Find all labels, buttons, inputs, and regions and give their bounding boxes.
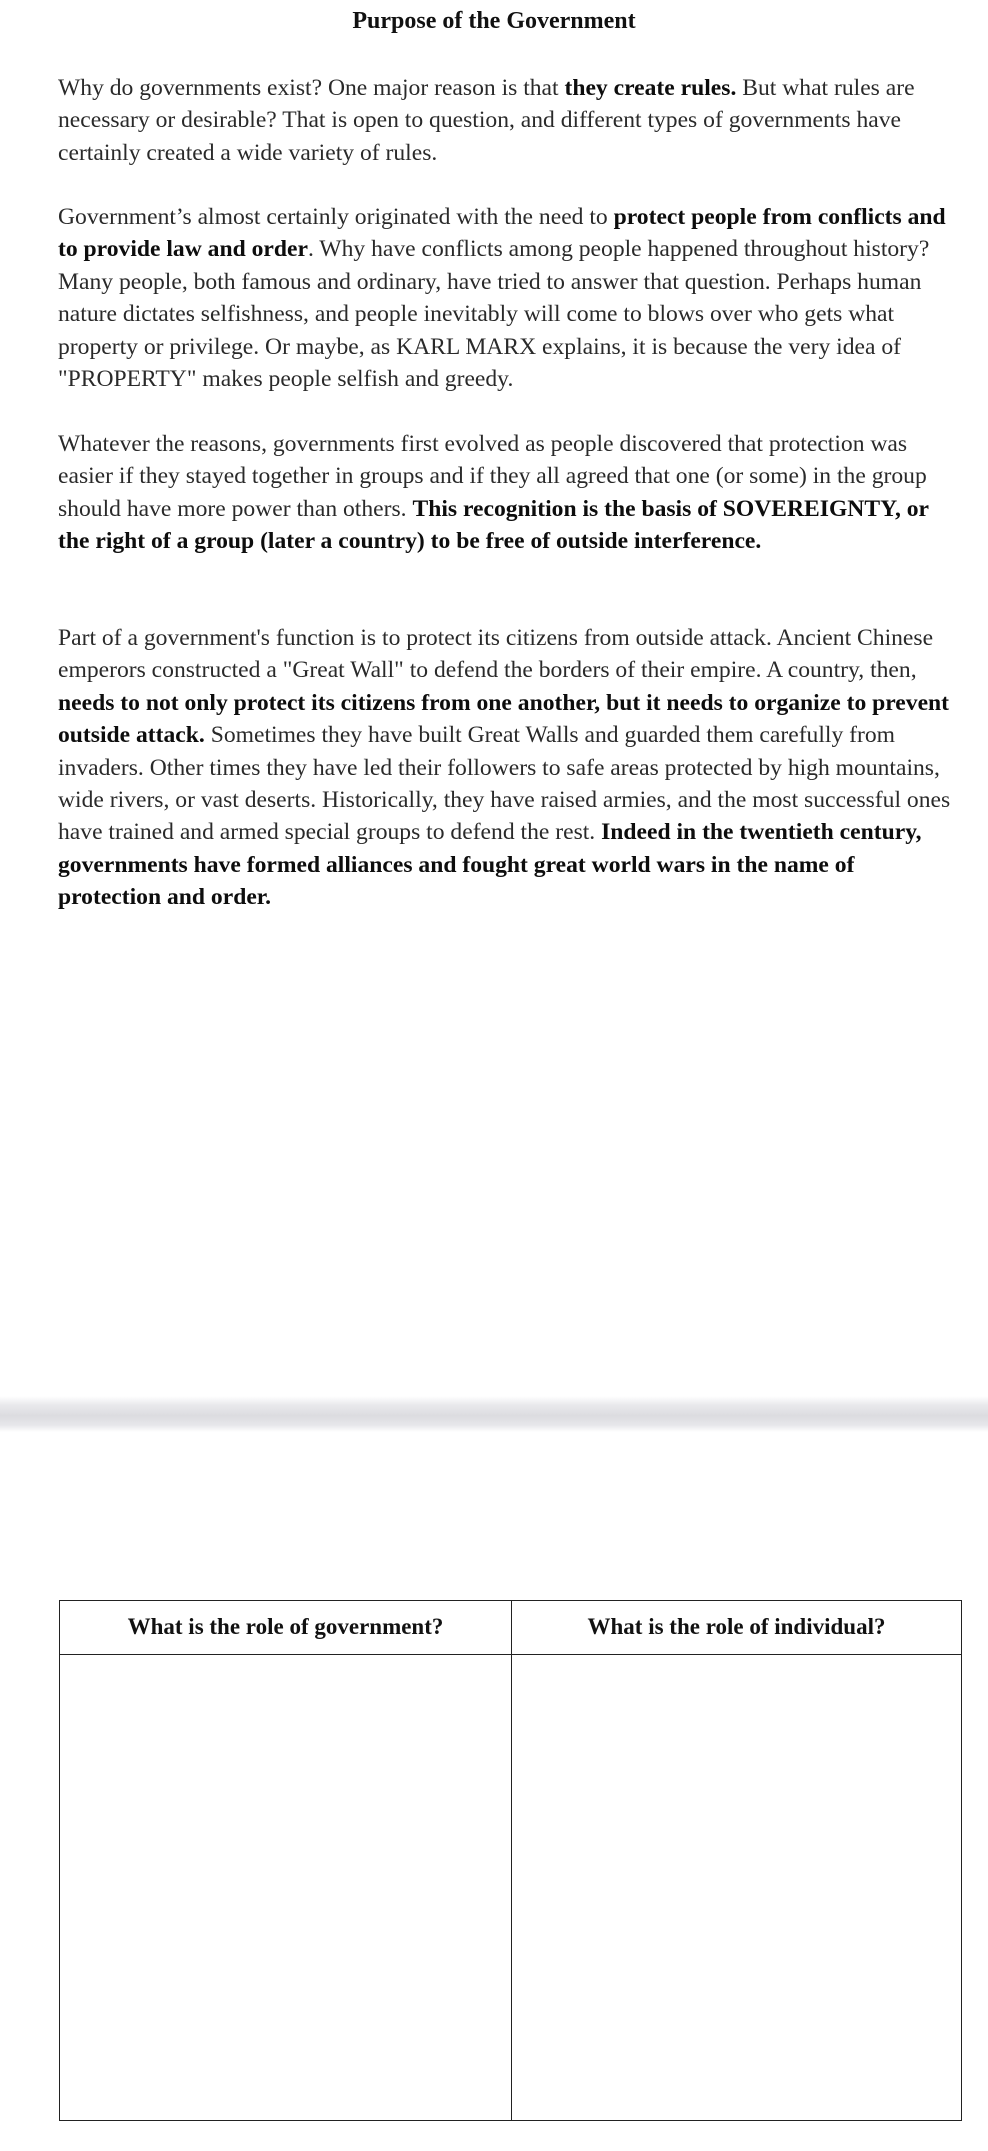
role-comparison-table [59, 1600, 962, 2121]
page-title: Purpose of the Government [352, 8, 636, 34]
paragraph-text: Part of a government's function is to protect its citizens from outside attack. Ancient Chinese emperors constructed a "Great Wall" to defend the borders of their empire. A country, then, [58, 625, 934, 684]
paragraph-bold-text: they create rules. [564, 75, 737, 101]
page-break-divider [0, 1396, 988, 1432]
paragraph-why-governments-exist [58, 72, 963, 169]
paragraph-origin-of-government [58, 201, 963, 395]
paragraph-bold-text: protect people from conflicts and to provide law and order [58, 204, 946, 263]
paragraph-bold-text: Indeed in the twentieth century, governments have formed alliances and fought great world wars in the name of protection and order. [58, 819, 922, 911]
paragraph-text: . Why have conflicts among people happened throughout history? Many people, both famous and ordinary, have tried to answer that question. Perhaps human nature dictates selfishness, and people inevitably will come to blows over who gets what property or privilege. Or maybe, as KARL MARX explains, it is because the very idea of "PROPERTY" makes people selfish and greedy. [58, 236, 930, 393]
paragraph-text: But what rules are necessary or desirable? That is open to question, and different types of governments have certainly created a wide variety of rules. [58, 75, 915, 166]
answer-cell-government[interactable] [60, 1655, 511, 2120]
paragraph-sovereignty [58, 428, 963, 558]
paragraph-text: Whatever the reasons, governments first evolved as people discovered that protection was easier if they stayed together in groups and if they all agreed that one (or some) in the group should have more power than others. [58, 431, 927, 522]
answer-cell-individual[interactable] [512, 1655, 961, 2120]
header-role-of-government: What is the role of government? [127, 1614, 444, 1639]
paragraph-bold-text: This recognition is the basis of SOVEREIGNTY, or the right of a group (later a country) to be free of outside interference. [58, 495, 929, 555]
paragraph-bold-text: needs to not only protect its citizens from one another, but it needs to organize to prevent outside attack. [58, 689, 950, 749]
paragraph-protection-from-attack [58, 622, 963, 914]
paragraph-text: Government’s almost certainly originated with the need to [58, 204, 614, 230]
paragraph-text: Sometimes they have built Great Walls and guarded them carefully from invaders. Other times they have led their followers to safe areas protected by high mountains, wide rivers, or vast deserts. Historically, they have raised armies, and the most successful ones have trained and armed special groups to defend the rest. [58, 722, 951, 846]
paragraph-text: Why do governments exist? One major reason is that [58, 75, 565, 101]
header-role-of-individual: What is the role of individual? [587, 1614, 886, 1639]
